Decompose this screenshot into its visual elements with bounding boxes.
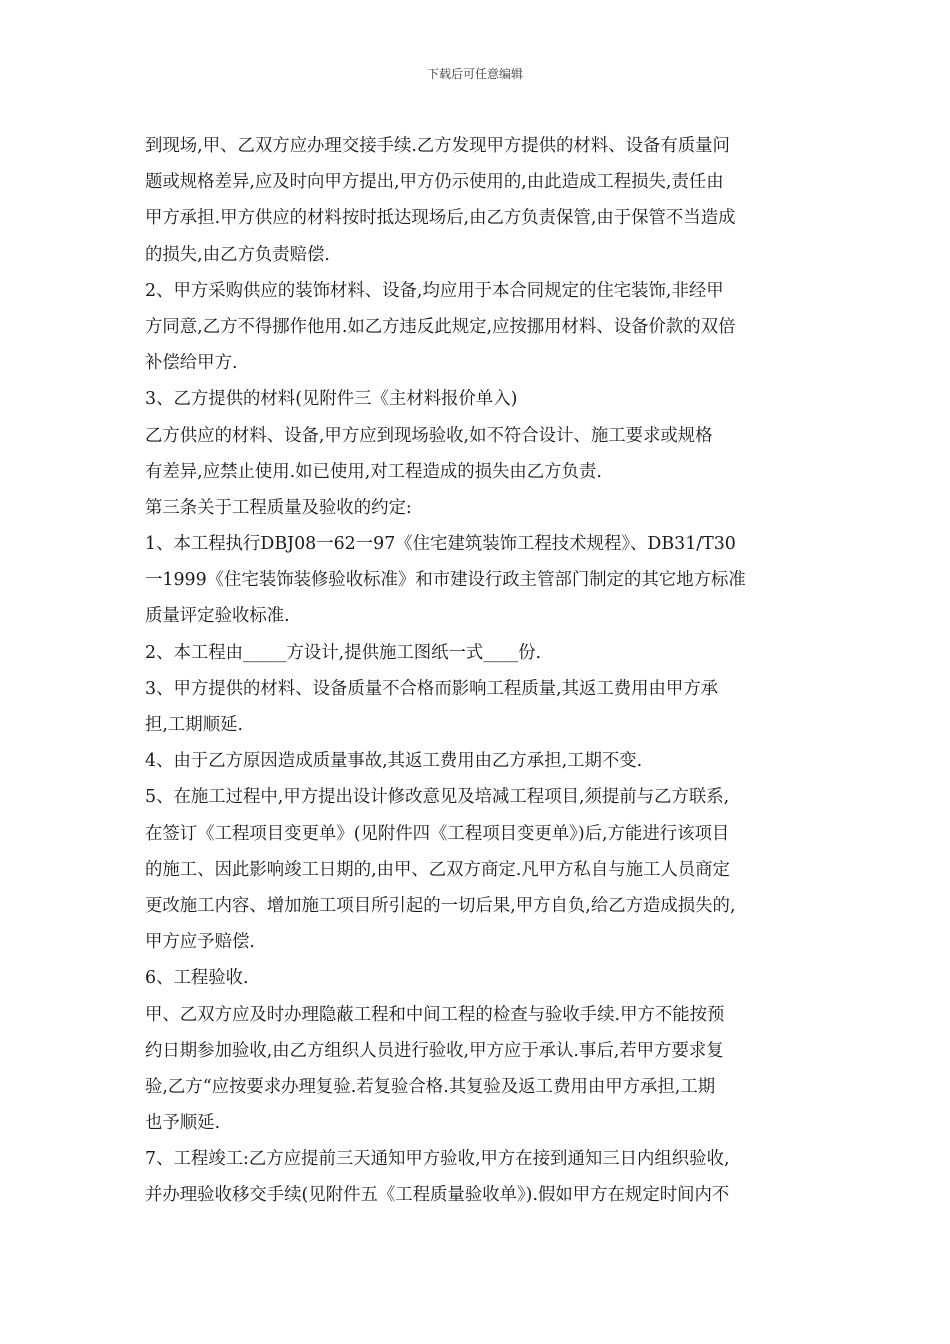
text-line: 2、甲方采购供应的装饰材料、设备,均应用于本合同规定的住宅装饰,非经甲: [145, 280, 724, 301]
text-line: 甲方应予赔偿.: [145, 932, 255, 953]
text-line: 1、本工程执行DBJ08一62一97《住宅建筑装饰工程技术规程》、DB31/T30: [145, 534, 736, 555]
text-line: 4、由于乙方原因造成质量事故,其返工费用由乙方承担,工期不变.: [145, 751, 643, 772]
text-line: 也予顺延.: [145, 1113, 221, 1134]
text-line: 6、工程验收.: [145, 968, 249, 989]
text-line: 7、工程竣工:乙方应提前三天通知甲方验收,甲方在接到通知三日内组织验收,: [145, 1149, 730, 1170]
text-line: 担,工期顺延.: [145, 715, 244, 735]
text-line: 甲、乙双方应及时办理隐蔽工程和中间工程的检查与验收手续.甲方不能按预: [145, 1004, 725, 1025]
text-line: 3、乙方提供的材料(见附件三《主材料报价单入): [145, 389, 518, 410]
text-line: 质量评定验收标准.: [145, 606, 290, 627]
text-line: 到现场,甲、乙双方应办理交接手续.乙方发现甲方提供的材料、设备有质量问: [145, 136, 730, 156]
text-line: 的损失,由乙方负责赔偿.: [145, 244, 330, 265]
text-line: 甲方承担.甲方供应的材料按时抵达现场后,由乙方负责保管,由于保管不当造成: [145, 208, 736, 229]
text-line: 并办理验收移交手续(见附件五《工程质量验收单》).假如甲方在规定时间内不: [145, 1185, 730, 1206]
text-line: 约日期参加验收,由乙方组织人员进行验收,甲方应于承认.事后,若甲方要求复: [145, 1040, 724, 1061]
text-line: 在签订《工程项目变更单》(见附件四《工程项目变更单》)后,方能进行该项目: [145, 823, 730, 844]
text-line: 的施工、因此影响竣工日期的,由甲、乙双方商定.凡甲方私自与施工人员商定: [145, 859, 730, 880]
text-line: 有差异,应禁止使用.如已使用,对工程造成的损失由乙方负责.: [145, 461, 602, 482]
text-line: 2、本工程由_____方设计,提供施工图纸一式____份.: [145, 642, 542, 663]
text-line: 补偿给甲方.: [145, 353, 238, 374]
text-line: 乙方供应的材料、设备,甲方应到现场验收,如不符合设计、施工要求或规格: [145, 425, 713, 446]
text-line: 一1999《住宅装饰装修验收标准》和市建设行政主管部门制定的其它地方标准: [145, 570, 746, 591]
section-heading: 第三条关于工程质量及验收的约定:: [145, 497, 412, 518]
document-body: [145, 128, 810, 1214]
page-header: 下载后可任意编辑: [426, 67, 523, 81]
text-line: 方同意,乙方不得挪作他用.如乙方违反此规定,应按挪用材料、设备价款的双倍: [145, 316, 736, 337]
text-line: 5、在施工过程中,甲方提出设计修改意见及培减工程项目,须提前与乙方联系,: [145, 787, 730, 808]
text-line: 题或规格差异,应及时向甲方提出,甲方仍示使用的,由此造成工程损失,责任由: [145, 172, 724, 193]
text-line: 3、甲方提供的材料、设备质量不合格而影响工程质量,其返工费用由甲方承: [145, 678, 719, 699]
text-line: 更改施工内容、增加施工项目所引起的一切后果,甲方自负,给乙方造成损失的,: [145, 895, 736, 916]
text-line: 验,乙方“应按要求办理复验.若复验合格.其复验及返工费用由甲方承担,工期: [145, 1076, 716, 1097]
